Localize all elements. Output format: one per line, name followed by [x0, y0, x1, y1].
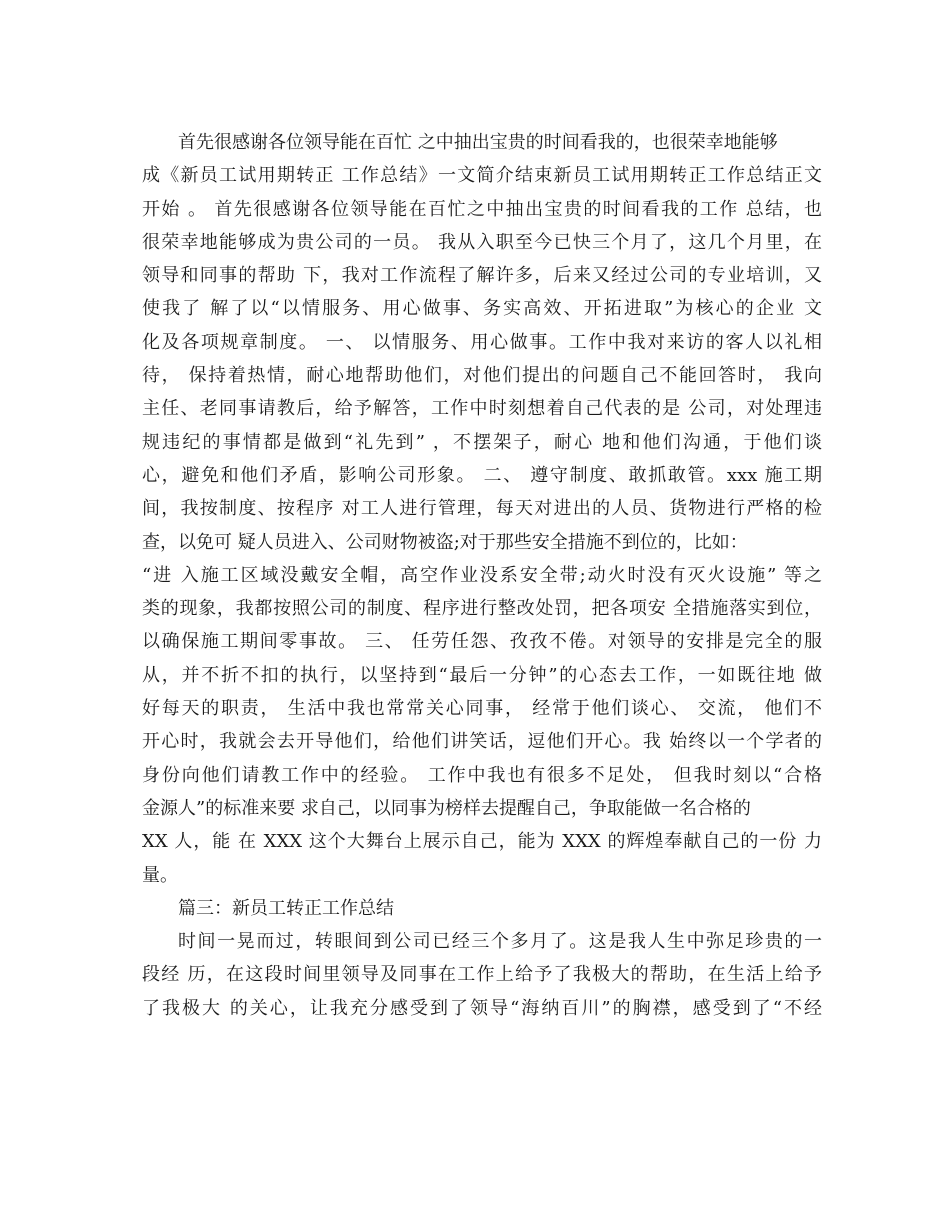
text-line: 待， 保持着热情，耐心地帮助他们，对他们提出的问题自己不能回答时， 我向 — [142, 365, 822, 387]
text-line: 使我了 解了以“以情服务、用心做事、务实高效、开拓进取”为核心的企业 文 — [142, 298, 822, 320]
text-line: 好每天的职责， 生活中我也常常关心同事， 经常于他们谈心、 交流， 他们不 — [142, 698, 822, 720]
text-line: 心，避免和他们矛盾，影响公司形象。 二、 遵守制度、敢抓敢管。xxx 施工期 — [142, 464, 822, 486]
text-line: “进 入施工区域没戴安全帽，高空作业没系安全带;动火时没有灭火设施” 等之 — [142, 564, 822, 586]
text-line: 化及各项规章制度。 一、 以情服务、用心做事。工作中我对来访的客人以礼相 — [142, 331, 822, 353]
text-line: 主任、老同事请教后，给予解答，工作中时刻想着自己代表的是 公司，对处理违 — [142, 398, 822, 420]
text-line: 开始 。 首先很感谢各位领导能在百忙之中抽出宝贵的时间看我的工作 总结，也 — [142, 198, 822, 220]
text-line: 成《新员工试用期转正 工作总结》一文简介结束新员工试用期转正工作总结正文 — [142, 165, 822, 187]
text-line: 很荣幸地能够成为贵公司的一员。 我从入职至今已快三个月了，这几个月里，在 — [142, 231, 822, 253]
text-line: 身份向他们请教工作中的经验。 工作中我也有很多不足处， 但我时刻以“合格 — [142, 764, 822, 786]
text-line: 领导和同事的帮助 下，我对工作流程了解许多，后来又经过公司的专业培训，又 — [142, 265, 822, 287]
text-line: 规违纪的事情都是做到“礼先到” ，不摆架子，耐心 地和他们沟通，于他们谈 — [142, 431, 822, 453]
section-heading: 篇三：新员工转正工作总结 — [178, 897, 394, 919]
text-line: 开心时，我就会去开导他们，给他们讲笑话，逗他们开心。我 始终以一个学者的 — [142, 731, 822, 753]
text-line: 间，我按制度、按程序 对工人进行管理，每天对进出的人员、货物进行严格的检 — [142, 498, 822, 520]
text-line: 金源人”的标准来要 求自己，以同事为榜样去提醒自己，争取能做一名合格的 — [142, 797, 751, 819]
text-line: XX 人，能 在 XXX 这个大舞台上展示自己，能为 XXX 的辉煌奉献自己的一份 力 — [142, 831, 822, 853]
text-line: 时间一晃而过，转眼间到公司已经三个多月了。这是我人生中弥足珍贵的一 — [178, 931, 822, 953]
text-line: 量。 — [142, 864, 178, 886]
text-line: 段经 历，在这段时间里领导及同事在工作上给予了我极大的帮助，在生活上给予 — [142, 964, 822, 986]
text-line: 了我极大 的关心，让我充分感受到了领导“海纳百川”的胸襟，感受到了“不经 — [142, 997, 822, 1019]
text-line: 从，并不折不扣的执行，以坚持到“最后一分钟”的心态去工作，一如既往地 做 — [142, 664, 822, 686]
document-body — [142, 126, 822, 1025]
text-line: 以确保施工期间零事故。 三、 任劳任怨、孜孜不倦。对领导的安排是完全的服 — [142, 631, 822, 653]
text-line: 查，以免可 疑人员进入、公司财物被盗;对于那些安全措施不到位的，比如： — [142, 531, 748, 553]
text-line: 类的现象，我都按照公司的制度、程序进行整改处罚，把各项安 全措施落实到位， — [142, 598, 822, 620]
text-line: 首先很感谢各位领导能在百忙 之中抽出宝贵的时间看我的，也很荣幸地能够 — [178, 132, 778, 153]
